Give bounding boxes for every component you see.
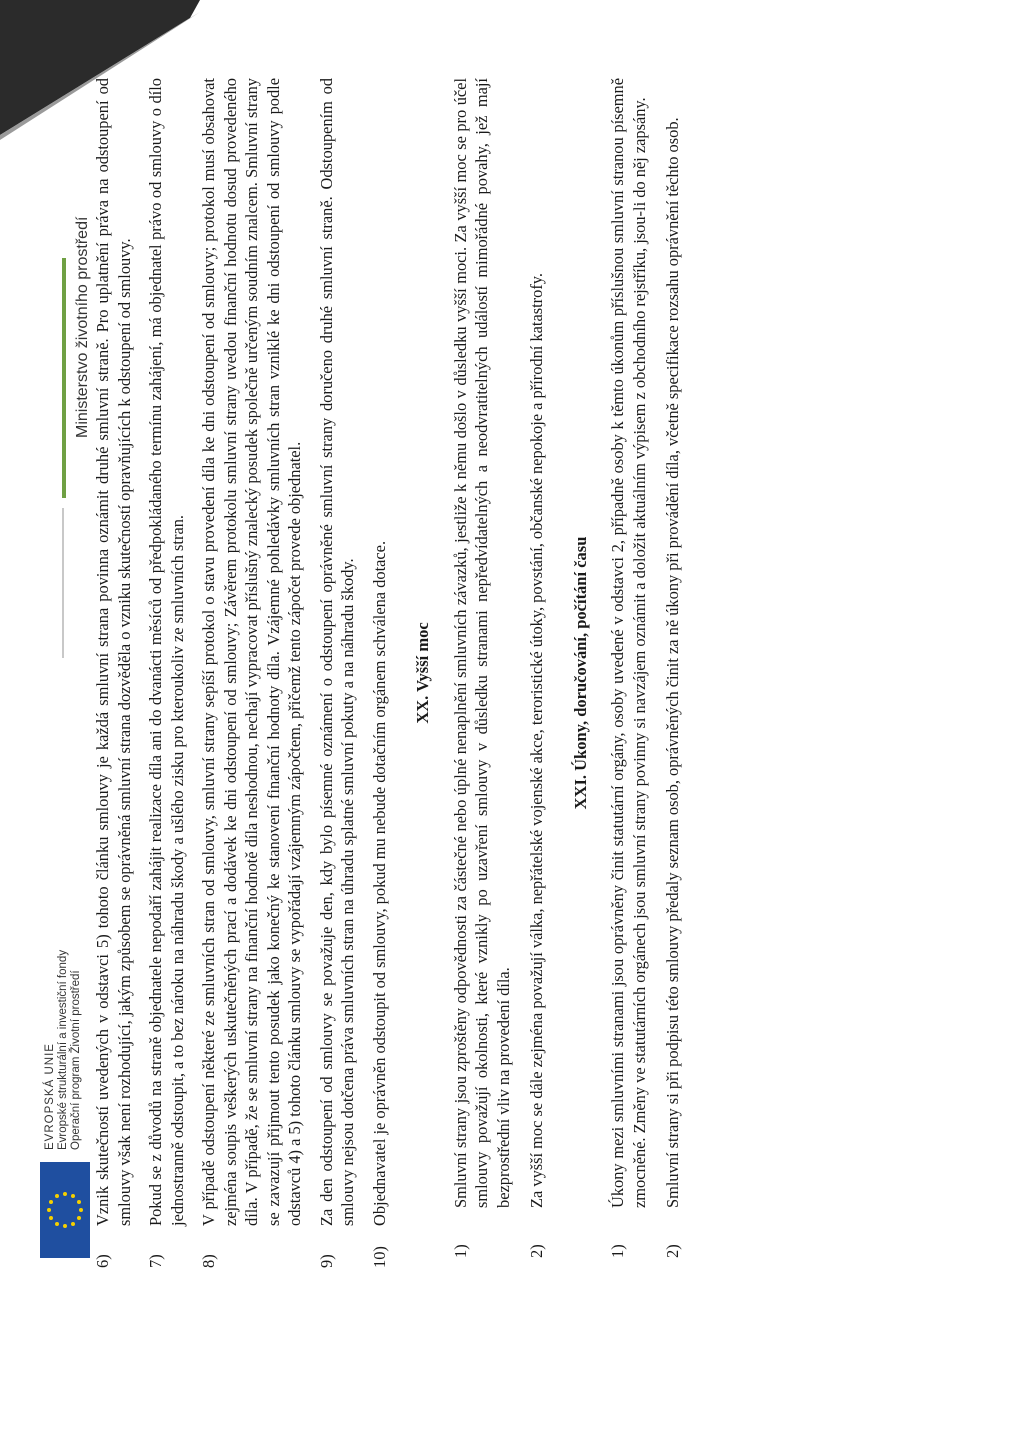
paragraph-text: Pokud se z důvodů na straně objednatele nepodaří zahájit realizace díla ani do dvanácti měsíců od předpokládaného termínu zahájení, má objednatel právo od smlouvy o dílo jednostranně odstoupit, a to bez nároku na náhradu škody a ušlého zisku pro kteroukoliv ze smluvních stran. <box>146 78 187 1226</box>
page-header <box>40 68 100 1258</box>
paragraph-9 <box>316 78 359 1268</box>
force-majeure-paragraph-2 <box>526 78 548 1268</box>
paragraph-number: 1) <box>450 1244 470 1258</box>
eu-flag-icon <box>40 1162 90 1258</box>
acts-paragraph-1 <box>607 78 650 1268</box>
paragraph-8 <box>198 78 306 1268</box>
eu-title: EVROPSKÁ UNIE <box>44 1043 56 1150</box>
eu-programme-line: Operační program Životní prostředí <box>70 970 82 1150</box>
paragraph-10 <box>369 78 391 1268</box>
paragraph-text: Vznik skutečností uvedených v odstavci 5) tohoto článku smlouvy je každá smluvní strana povinna oznámit druhé smluvní straně. Pro uplatnění práva na odstoupení od smlouvy však není rozhodující, jakým způsobem se oprávněná smluvní strana dozvěděla o vzniku skutečností opravňujících k odstoupení od smlouvy. <box>93 78 134 1226</box>
acts-paragraph-2 <box>662 78 684 1268</box>
paragraph-number: 1) <box>608 1244 627 1258</box>
document-body <box>92 78 696 1268</box>
ministry-accent-bar <box>62 258 66 498</box>
paragraph-text: Za vyšší moc se dále zejména považují válka, nepřátelské vojenské akce, teroristické útoky, povstání, občanské nepokoje a přírodní katastrofy. <box>527 272 546 1208</box>
paragraph-number: 7) <box>146 1254 165 1268</box>
paragraph-number: 6) <box>93 1254 112 1268</box>
paragraph-text: Objednavatel je oprávněn odstoupit od smlouvy, pokud mu nebude dotačním orgánem schválena dotace. <box>369 540 389 1226</box>
section-heading-force-majeure: XX. Vyšší moc <box>413 622 432 724</box>
paragraph-6 <box>92 78 135 1268</box>
force-majeure-paragraph-1 <box>450 78 515 1268</box>
eu-funds-line: Evropské strukturální a investiční fondy <box>57 949 69 1150</box>
paragraph-text: Smluvní strany si při podpisu této smlouvy předaly seznam osob, oprávněných činit za ně úkony při provádění díla, včetně specifikace rozsahu oprávnění těchto osob. <box>663 117 682 1208</box>
paragraph-text: Úkony mezi smluvními stranami jsou oprávněny činit statutární orgány, osoby uvedené v odstavci 2, případně osoby k těmto úkonům příslušnou smluvní stranou písemně zmocněné. Změny ve statutárních orgánech jsou smluvní strany povinny si navzájem oznámit a doložit aktuálním výpisem z obchodního rejstříku, jsou-li do něj zapsány. <box>608 78 649 1208</box>
paragraph-text: Za den odstoupení od smlouvy se považuje den, kdy bylo písemné oznámení o odstoupení oprávněné smluvní strany doručeno druhé smluvní straně. Odstoupením od smlouvy nejsou dotčena práva smluvních stran na úhradu splatné smluvní pokuty a na náhradu škody. <box>316 78 357 1226</box>
paragraph-7 <box>145 78 188 1268</box>
paragraph-number: 10) <box>369 1246 389 1268</box>
paragraph-number: 2) <box>527 1244 546 1258</box>
ministry-name: Ministerstvo životního prostředí <box>74 216 91 438</box>
header-divider <box>62 508 64 658</box>
paragraph-number: 9) <box>316 1254 336 1268</box>
section-heading-acts-delivery: XXI. Úkony, doručování, počítání času <box>570 536 590 810</box>
paragraph-text: Smluvní strany jsou zproštěny odpovědnosti za částečné nebo úplné nenaplnění smluvních závazků, jestliže k němu došlo v důsledku vyšší moci. Za vyšší moc se pro účel smlouvy považují okolnosti, které vznikly po uzavření smlouvy v důsledku stranami nepředvídatelných a neodvratitelných událostí mimořádné povahy, jež mají bezprostřední vliv na provedení díla. <box>450 78 513 1208</box>
eu-programme-text <box>44 950 83 1150</box>
paragraph-number: 8) <box>199 1254 218 1268</box>
paragraph-number: 2) <box>663 1244 682 1258</box>
paragraph-text: V případě odstoupení některé ze smluvních stran od smlouvy, smluvní strany sepíší protokol o stavu provedení díla ke dni odstoupení od smlouvy; protokol musí obsahovat zejména soupis veškerých uskutečněných prací a dodávek ke dni odstoupení od smlouvy; Závěrem protokolu smluvní strany uvedou finanční hodnotu dosud provedeného díla. V případě, že se smluvní strany na finanční hodnotě díla neshodnou, nechají vypracovat příslušný znalecký posudek společně určeným soudním znalcem. Smluvní strany se zavazují přijmout tento posudek jako konečný ke stanovení finanční hodnoty díla. Vzájemné pohledávky smluvních stran vzniklé ke dni odstoupení od smlouvy podle odstavců 4) a 5) tohoto článku smlouvy se vypořádají vzájemným zápočtem, přičemž tento zápočet provede objednatel. <box>199 78 304 1226</box>
